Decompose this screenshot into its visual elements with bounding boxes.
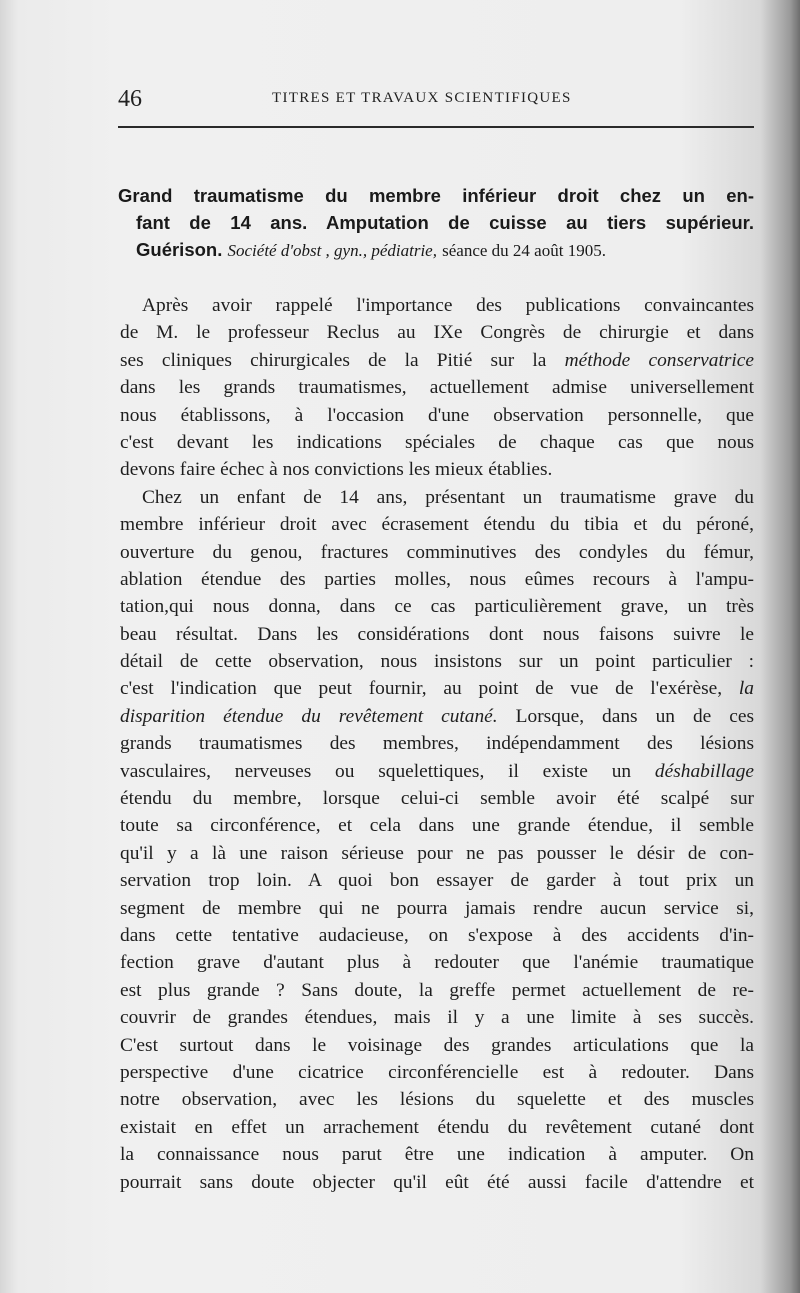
text-line — [120, 758, 754, 785]
running-head — [118, 84, 748, 114]
text-line: qu'il y a là une raison sérieuse pour ne pas pousser le désir de con- — [120, 842, 754, 864]
text-line: ouverture du genou, fractures comminutives des condyles du fémur, — [120, 541, 754, 563]
text-line: devons faire échec à nos convictions les mieux établies. — [120, 459, 553, 481]
text-line — [120, 347, 754, 374]
title-line: Grand traumatisme du membre inférieur droit chez un en- — [118, 185, 754, 206]
page-number: 46 — [118, 86, 142, 112]
text-line: Chez un enfant de 14 ans, présentant un traumatisme grave du — [142, 486, 754, 508]
italic-phrase: méthode conservatrice — [564, 349, 754, 371]
text-line: c'est devant les indications spéciales de chaque cas que nous — [120, 431, 754, 453]
text-line: est plus grande ? Sans doute, la greffe permet actuellement de re- — [120, 979, 754, 1001]
text-line: existait en effet un arrachement étendu du revêtement cutané dont — [120, 1116, 754, 1138]
source-journal: Société d'obst , gyn., pédiatrie, — [227, 241, 437, 260]
text-line: Après avoir rappelé l'importance des publications convaincantes — [142, 295, 754, 316]
italic-phrase: la — [738, 678, 754, 700]
text-line: ablation étendue des parties molles, nous eûmes recours à l'ampu- — [120, 568, 754, 590]
text-line: nous établissons, à l'occasion d'une observation personnelle, que — [120, 404, 754, 426]
text-line: la connaissance nous parut être une indication à amputer. On — [120, 1144, 754, 1166]
text-line: beau résultat. Dans les considérations dont nous faisons suivre le — [120, 623, 754, 645]
text-line: fection grave d'autant plus à redouter que l'anémie traumatique — [120, 952, 754, 974]
body-text — [120, 292, 754, 1196]
text-line: détail de cette observation, nous insistons sur un point particulier : — [120, 651, 754, 673]
italic-phrase: déshabillage — [654, 760, 754, 782]
text-line: étendu du membre, lorsque celui-ci semble avoir été scalpé sur — [120, 788, 754, 810]
text-line: tation,qui nous donna, dans ce cas particulièrement grave, un très — [120, 596, 754, 618]
text-line — [120, 703, 754, 730]
text-line: membre inférieur droit avec écrasement étendu du tibia et du péroné, — [120, 514, 754, 536]
text-segment: c'est l'indication que peut fournir, au point de vue de l'exérèse, — [120, 678, 739, 700]
title-line-with-source — [118, 236, 754, 264]
source-date: séance du 24 août 1905. — [442, 241, 606, 260]
text-line: perspective d'une cicatrice circonférencielle est à redouter. Dans — [120, 1061, 754, 1083]
text-line — [120, 675, 754, 702]
text-line: toute sa circonférence, et cela dans une grande étendue, il semble — [120, 815, 754, 837]
header-rule — [118, 126, 754, 128]
text-segment: Lorsque, dans un de ces — [497, 705, 754, 727]
entry-heading — [118, 182, 754, 264]
text-line: C'est surtout dans le voisinage des grandes articulations que la — [120, 1034, 754, 1056]
title-line: Guérison. — [136, 239, 223, 260]
italic-phrase: disparition étendue du revêtement cutané. — [120, 705, 498, 727]
text-line: notre observation, avec les lésions du squelette et des muscles — [120, 1089, 754, 1111]
text-line: de M. le professeur Reclus au IXe Congrès de chirurgie et dans — [120, 322, 754, 344]
title-line: fant de 14 ans. Amputation de cuisse au tiers supérieur. — [136, 212, 754, 233]
text-line: couvrir de grandes étendues, mais il y a une limite à ses succès. — [120, 1007, 754, 1029]
text-line: dans les grands traumatismes, actuellement admise universellement — [120, 377, 754, 399]
text-line: servation trop loin. A quoi bon essayer de garder à tout prix un — [120, 870, 754, 892]
running-title: TITRES ET TRAVAUX SCIENTIFIQUES — [272, 90, 572, 106]
text-line: grands traumatismes des membres, indépendamment des lésions — [120, 733, 754, 755]
text-segment: ses cliniques chirurgicales de la Pitié sur la — [120, 349, 565, 371]
text-segment: vasculaires, nerveuses ou squelettiques, il existe un — [120, 760, 655, 782]
text-line: dans cette tentative audacieuse, on s'expose à des accidents d'in- — [120, 924, 754, 946]
text-line: segment de membre qui ne pourra jamais rendre aucun service si, — [120, 897, 754, 919]
text-line: pourrait sans doute objecter qu'il eût été aussi facile d'attendre et — [120, 1171, 754, 1193]
